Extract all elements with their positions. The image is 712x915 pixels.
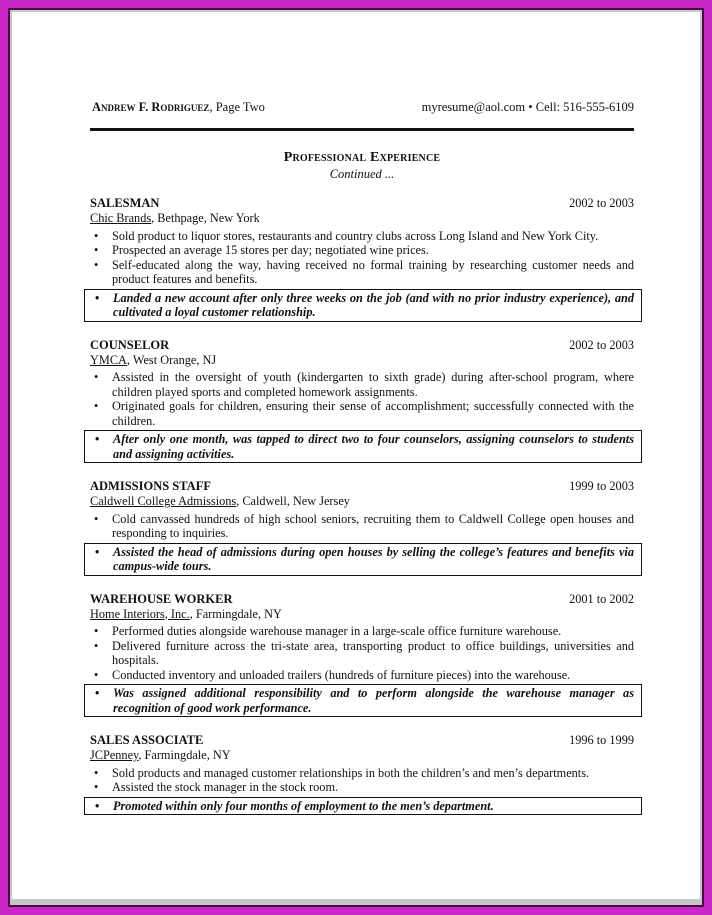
duty-item: • Cold canvassed hundreds of high school seniors, recruiting them to Caldwell College open houses and responding to inquiries. xyxy=(90,512,634,541)
job-header xyxy=(90,592,634,607)
duty-item: • Self-educated along the way, having received no formal training by researching customer needs and product features and benefits. xyxy=(90,258,634,287)
page-header xyxy=(92,100,634,116)
duty-item: • Delivered furniture across the tri-state area, transporting product to office buildings, universities and hospitals. xyxy=(90,639,634,668)
duty-item: • Assisted in the oversight of youth (kindergarten to sixth grade) during after-school program, where children played sports and completed homework assignments. xyxy=(90,370,634,399)
organization-location: , Farmingdale, NY xyxy=(189,606,282,621)
resume-page xyxy=(12,12,700,899)
achievement-text: • Landed a new account after only three weeks on the job (and with no prior industry experience), and cultivated a loyal customer relationship. xyxy=(91,291,634,320)
duty-list xyxy=(90,512,634,541)
achievement-box xyxy=(84,684,642,717)
job-title: SALES ASSOCIATE xyxy=(90,733,204,747)
job-organization xyxy=(90,607,634,622)
organization-name: JCPenney xyxy=(90,748,139,762)
achievement-text: • Promoted within only four months of employment to the men’s department. xyxy=(91,799,634,814)
job-entry xyxy=(90,592,634,718)
achievement-box xyxy=(84,797,642,816)
section-title-text: Professional Experience xyxy=(283,150,441,165)
job-organization xyxy=(90,211,634,226)
job-title: SALESMAN xyxy=(90,196,160,210)
job-dates: 2002 to 2003 xyxy=(569,196,634,210)
job-organization xyxy=(90,748,634,763)
job-header xyxy=(90,479,634,494)
organization-name: Chic Brands xyxy=(90,211,152,225)
organization-location: , Farmingdale, NY xyxy=(138,748,231,762)
duty-item: • Assisted the stock manager in the stock room. xyxy=(90,780,634,795)
header-rule xyxy=(90,128,634,131)
duty-item: • Performed duties alongside warehouse manager in a large-scale office furniture warehouse. xyxy=(90,624,634,639)
duty-item: • Sold products and managed customer relationships in both the children’s and men’s departments. xyxy=(90,766,634,781)
job-header xyxy=(90,338,634,353)
organization-name: Caldwell College Admissions xyxy=(90,494,237,508)
job-dates: 1999 to 2003 xyxy=(569,479,634,493)
achievement-text: • Assisted the head of admissions during open houses by selling the college’s features and benefits via campus-wide tours. xyxy=(91,545,634,574)
achievement-text: • Was assigned additional responsibility and to perform alongside the warehouse manager as recognition of good work performance. xyxy=(91,686,634,715)
section-subtitle: Continued ... xyxy=(329,167,395,181)
job-dates: 1996 to 1999 xyxy=(569,733,634,747)
organization-location: , Bethpage, New York xyxy=(151,211,260,225)
contact-info: myresume@aol.com • Cell: 516-555-6109 xyxy=(421,100,634,114)
duty-item: • Prospected an average 15 stores per day; negotiated wine prices. xyxy=(90,243,634,258)
duty-list xyxy=(90,624,634,682)
achievement-box xyxy=(84,289,642,322)
job-dates: 2002 to 2003 xyxy=(569,337,634,352)
job-organization xyxy=(90,494,634,509)
job-title: ADMISSIONS STAFF xyxy=(90,479,211,493)
job-entry xyxy=(90,338,634,464)
job-title: COUNSELOR xyxy=(90,337,170,352)
experience-list xyxy=(90,196,634,831)
job-entry xyxy=(90,196,634,322)
duty-list xyxy=(90,370,634,428)
duty-list xyxy=(90,229,634,287)
job-organization xyxy=(90,353,634,368)
job-dates: 2001 to 2002 xyxy=(569,591,634,606)
duty-item: • Sold product to liquor stores, restaurants and country clubs across Long Island and New York City. xyxy=(90,229,634,244)
job-entry xyxy=(90,733,634,815)
organization-location: , Caldwell, New Jersey xyxy=(236,494,350,508)
job-header xyxy=(90,196,634,211)
job-title: WAREHOUSE WORKER xyxy=(90,591,233,606)
duty-item: • Originated goals for children, ensuring their sense of accomplishment; successfully connected with the children. xyxy=(90,399,634,428)
job-header xyxy=(90,733,634,748)
organization-location: , West Orange, NJ xyxy=(126,352,217,367)
achievement-box xyxy=(84,430,642,463)
section-title xyxy=(90,150,634,166)
organization-name: Home Interiors, Inc. xyxy=(90,606,190,621)
header-name-line xyxy=(92,100,265,115)
organization-name: YMCA xyxy=(90,352,127,367)
duty-list xyxy=(90,766,634,795)
job-entry xyxy=(90,479,634,576)
page-label: , Page Two xyxy=(209,100,265,114)
duty-item: • Conducted inventory and unloaded trailers (hundreds of furniture pieces) into the warehouse. xyxy=(90,668,634,683)
achievement-text: • After only one month, was tapped to direct two to four counselors, assigning counselors to students and assigning activities. xyxy=(91,432,634,461)
achievement-box xyxy=(84,543,642,576)
candidate-name: Andrew F. Rodriguez xyxy=(92,100,210,114)
